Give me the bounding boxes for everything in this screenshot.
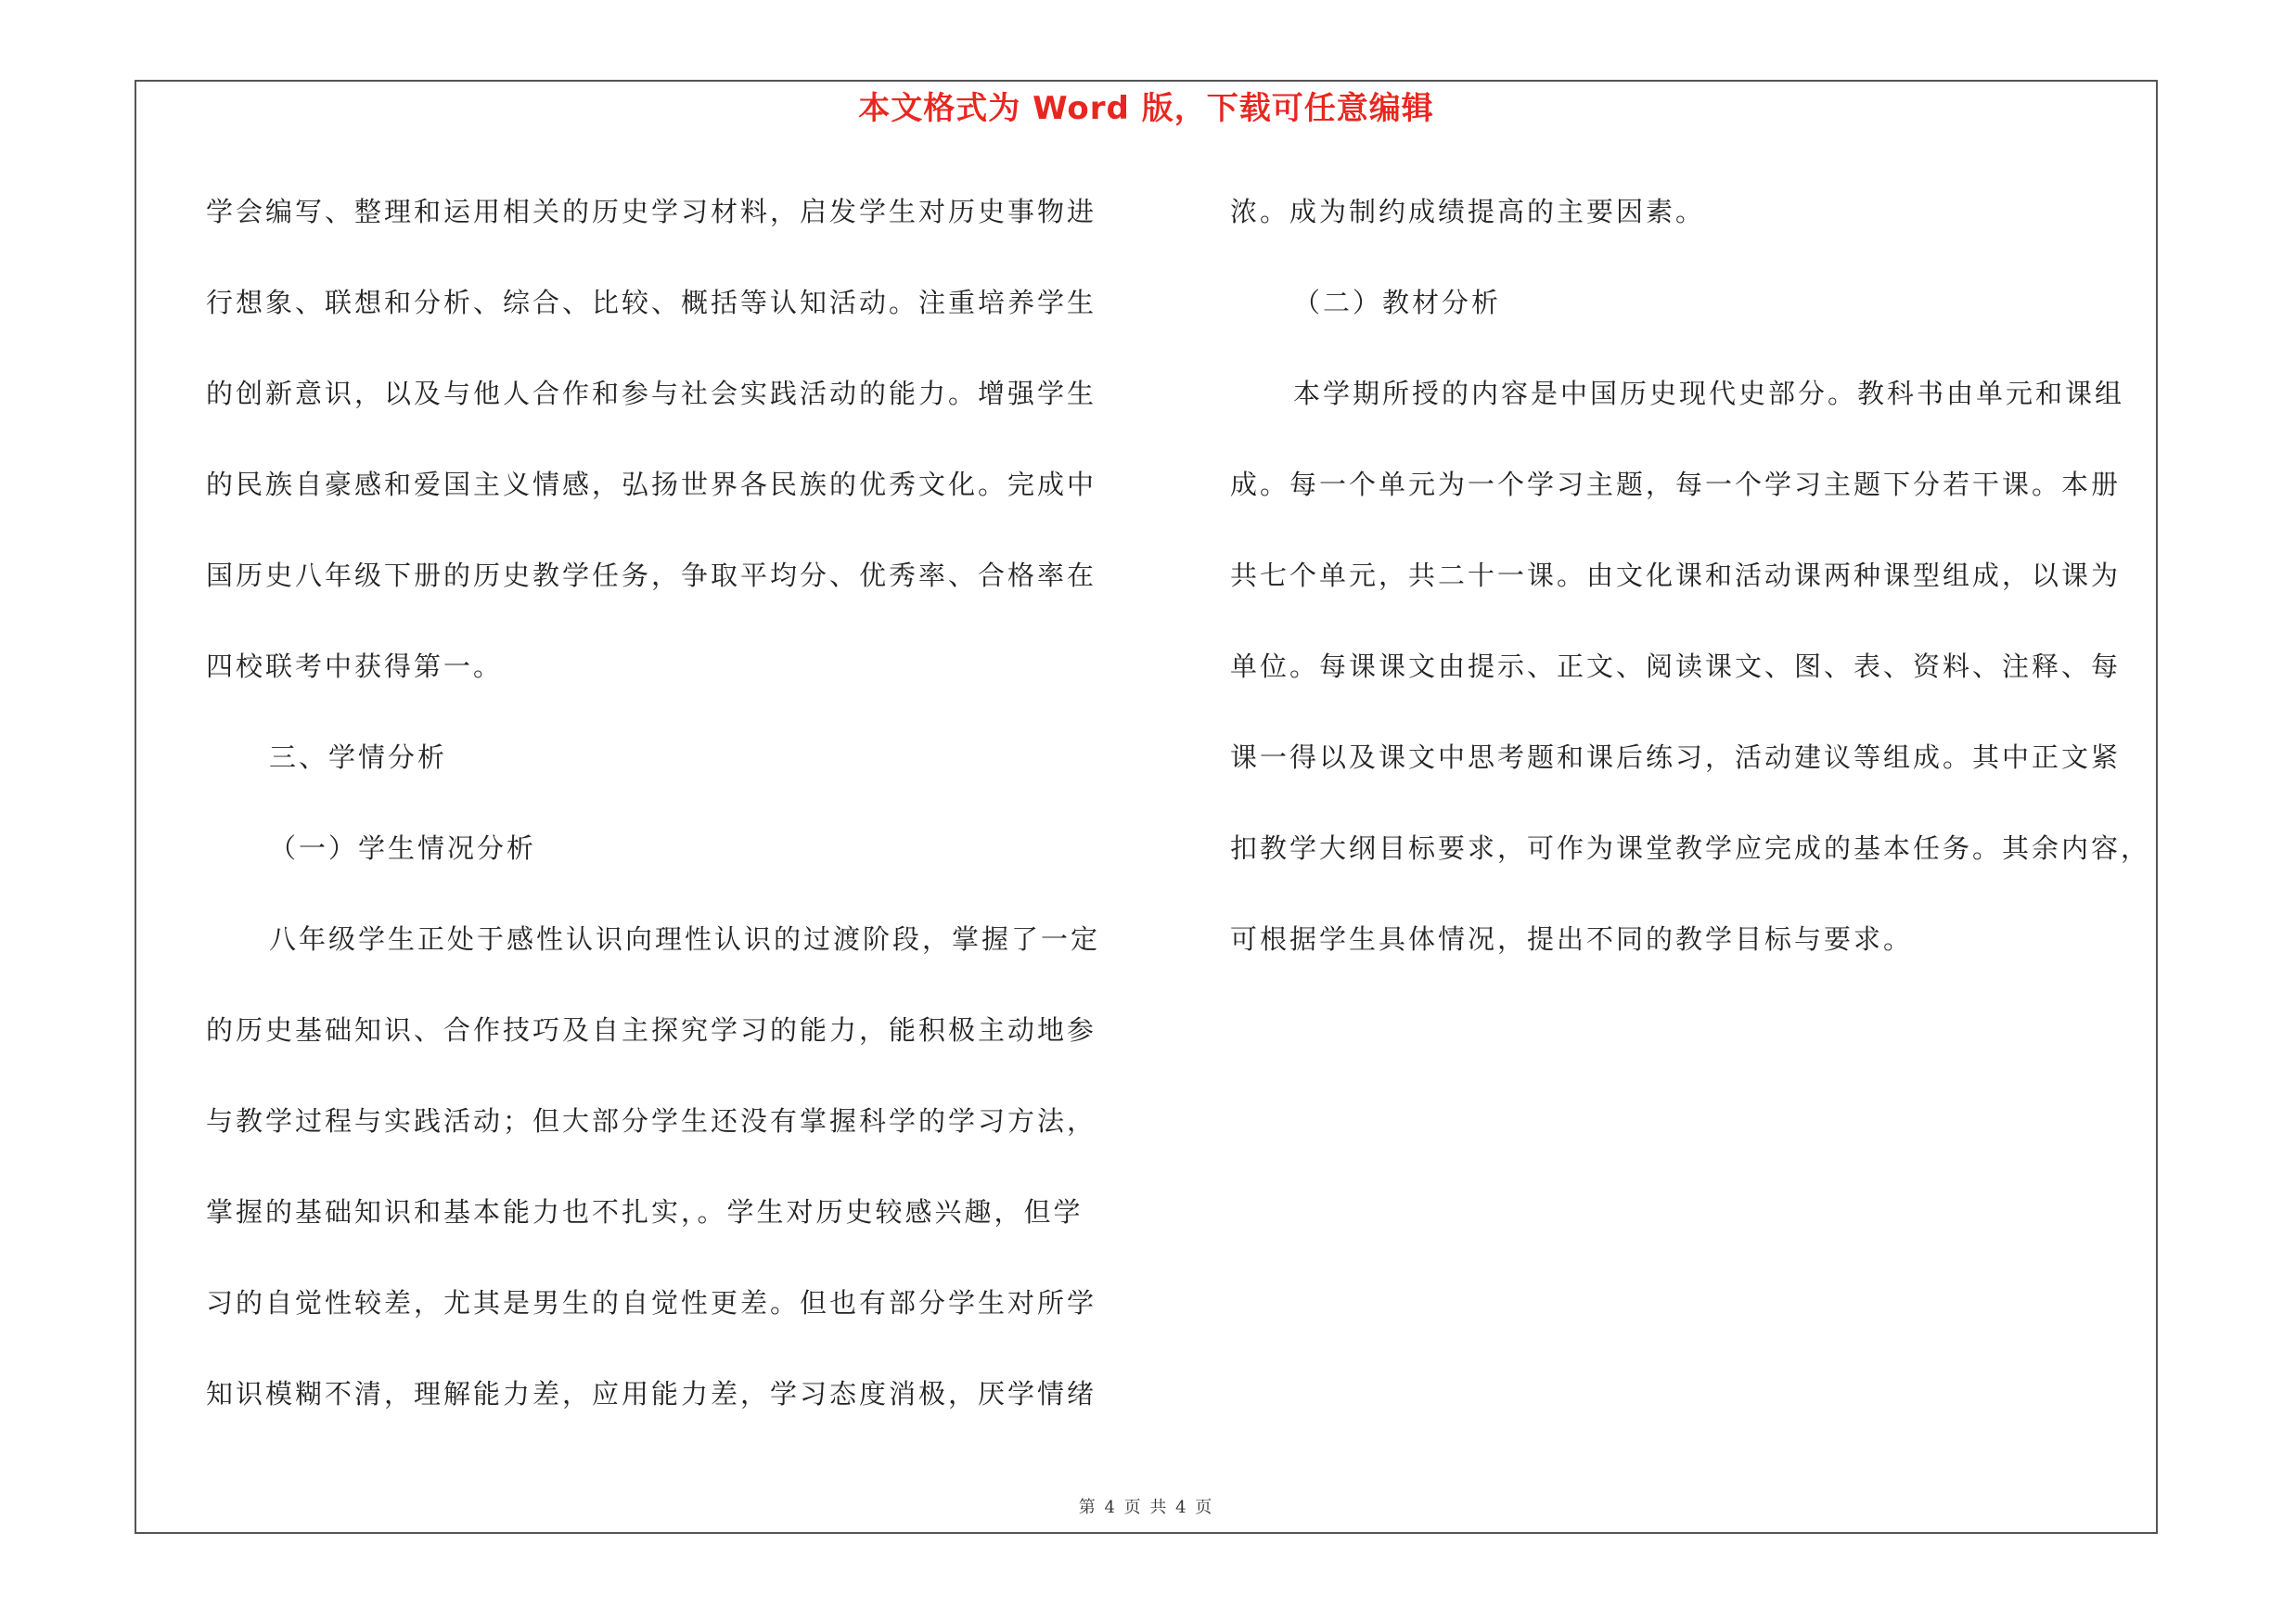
- text-line: 的创新意识，以及与他人合作和参与社会实践活动的能力。增强学生: [206, 378, 1097, 409]
- text-line: 成。每一个单元为一个学习主题，每一个学习主题下分若干课。本册: [1230, 469, 2122, 500]
- text-line: 共七个单元，共二十一课。由文化课和活动课两种课型组成，以课为: [1230, 560, 2122, 591]
- text-line: 学会编写、整理和运用相关的历史学习材料，启发学生对历史事物进: [206, 196, 1097, 227]
- page-number: 第 4 页 共 4 页: [1078, 1498, 1214, 1517]
- subsection-heading: （一）学生情况分析: [269, 832, 537, 864]
- text-line: 国历史八年级下册的历史教学任务，争取平均分、优秀率、合格率在: [206, 560, 1097, 591]
- text-line: 的历史基础知识、合作技巧及自主探究学习的能力，能积极主动地参: [206, 1014, 1097, 1046]
- text-line: 四校联考中获得第一。: [206, 650, 504, 682]
- right-column: [1230, 184, 2158, 1002]
- text-line: 单位。每课课文由提示、正文、阅读课文、图、表、资料、注释、每: [1230, 650, 2122, 682]
- text-line: 扣教学大纲目标要求，可作为课堂教学应完成的基本任务。其余内容，: [1230, 832, 2151, 864]
- text-line: 的民族自豪感和爱国主义情感，弘扬世界各民族的优秀文化。完成中: [206, 469, 1097, 500]
- text-line: 知识模糊不清，理解能力差，应用能力差，学习态度消极，厌学情绪: [206, 1378, 1097, 1410]
- text-line: 课一得以及课文中思考题和课后练习，活动建议等组成。其中正文紧: [1230, 741, 2122, 773]
- text-line: 可根据学生具体情况，提出不同的教学目标与要求。: [1230, 923, 1914, 955]
- text-line: 掌握的基础知识和基本能力也不扎实，。学生对历史较感兴趣，但学: [206, 1196, 1084, 1228]
- text-line: 习的自觉性较差，尤其是男生的自觉性更差。但也有部分学生对所学: [206, 1287, 1097, 1319]
- text-line: 浓。成为制约成绩提高的主要因素。: [1230, 196, 1706, 227]
- text-line: 行想象、联想和分析、综合、比较、概括等认知活动。注重培养学生: [206, 287, 1097, 318]
- text-line: 与教学过程与实践活动；但大部分学生还没有掌握科学的学习方法，: [206, 1105, 1097, 1137]
- paragraph-first-line: 本学期所授的内容是中国历史现代史部分。教科书由单元和课组: [1293, 378, 2125, 409]
- section-heading: 三、学情分析: [269, 741, 448, 773]
- left-column: [206, 184, 1143, 1457]
- format-banner: 本文格式为 Word 版，下载可任意编辑: [858, 90, 1434, 127]
- paragraph-first-line: 八年级学生正处于感性认识向理性认识的过渡阶段，掌握了一定: [269, 923, 1101, 955]
- subsection-heading: （二）教材分析: [1293, 287, 1502, 318]
